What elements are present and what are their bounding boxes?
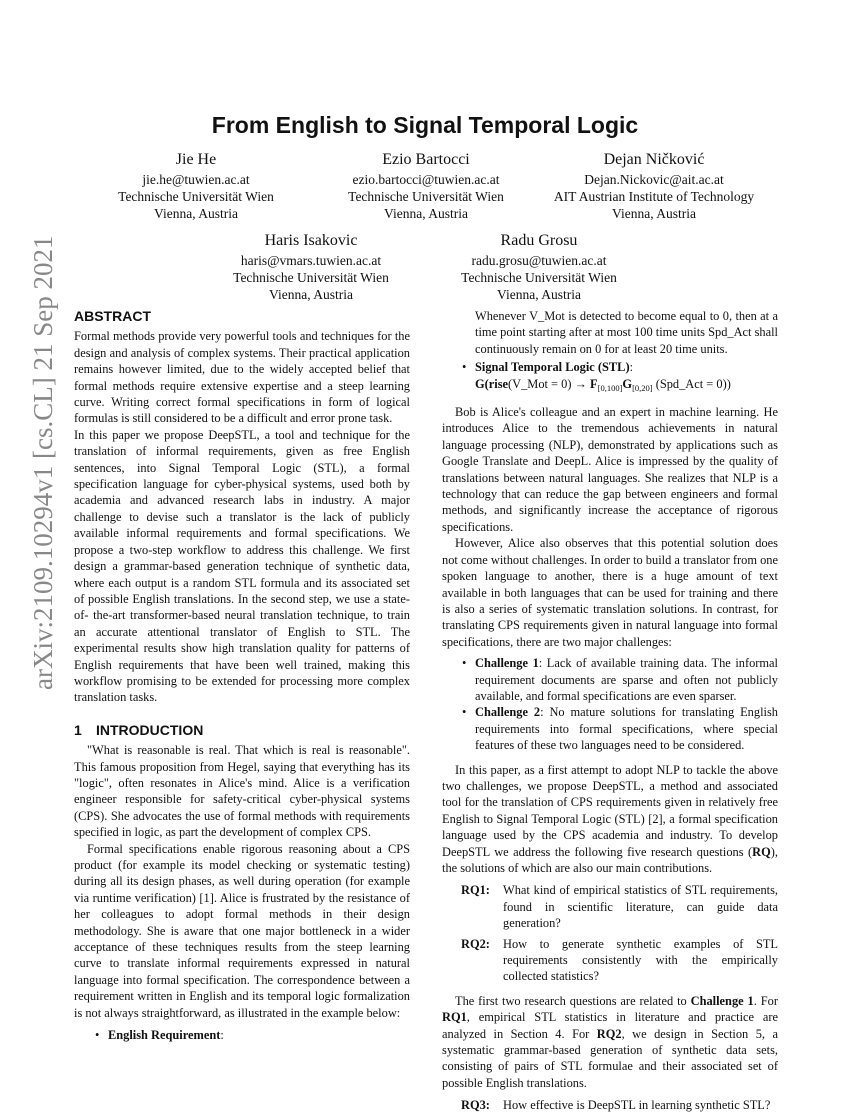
author-location: Vienna, Austria xyxy=(497,287,581,302)
abstract-heading: ABSTRACT xyxy=(74,308,151,324)
research-question-label: RQ2: xyxy=(461,936,490,951)
left-column xyxy=(74,308,410,1043)
bullet-icon: • xyxy=(462,705,467,720)
text-run: Challenge 1 xyxy=(690,993,754,1008)
list-item xyxy=(442,655,778,704)
bullet-icon: • xyxy=(462,656,467,671)
author-location: Vienna, Austria xyxy=(612,206,696,221)
author-email: Dejan.Nickovic@ait.ac.at xyxy=(584,172,724,187)
author-location: Vienna, Austria xyxy=(154,206,238,221)
abstract-paragraph: Formal methods provide very powerful tools and techniques for the design and analysis of complex systems. Their practical application remains however limited, due to the widely accepted belief that formal methods require extensive expertise and a steep learning curve. Writing correct formal specifications in form of logical formulas is still considered to be a difficult and error prone task. xyxy=(74,329,410,426)
abstract-paragraph: In this paper we propose DeepSTL, a tool and technique for the translation of informal requirements, given as free English sentences, into Signal Temporal Logic (STL), a formal specification language for cyber-physical systems, used both by academia and advanced research labs in industry. A major challenge to devise such a translator is the lack of publicly available informal requirements and formal specifications. We propose a two-step workflow to address this challenge. We first design a grammar-based generation technique of synthetic data, where each output is a random STL formula and its associated set of possible English translations. In the second step, we use a state-of- the-art transformer-based neural translation technique, to train an accurate attentional translator of English to STL. The experimental results show high translation quality for patterns of English requirements that have been well trained, making this workflow promising to be extended for processing more complex translation tasks. xyxy=(74,427,410,705)
challenge-list xyxy=(442,655,778,753)
text-run: . For xyxy=(753,993,778,1008)
author-name: Haris Isakovic xyxy=(264,232,358,249)
body-paragraph xyxy=(442,762,778,877)
author-affiliation: Technische Universität Wien xyxy=(461,270,617,285)
formula-subscript: [0,100] xyxy=(597,382,623,393)
bullet-icon: • xyxy=(95,1028,100,1043)
author-email: haris@vmars.tuwien.ac.at xyxy=(240,253,382,268)
body-paragraph: However, Alice also observes that this potential solution does not come without challenges. In order to build a translator from one spoken language to another, there is a huge amount of text available in both languages that can be used for training and there is also a series of systematic translation solutions. In contrast, for translating CPS requirements given in natural language into formal specifications, there are two major challenges: xyxy=(442,536,778,649)
list-item-label: Signal Temporal Logic (STL) xyxy=(475,360,630,375)
body-paragraph: Formal specifications enable rigorous reasoning about a CPS product (for example its model checking or systematic testing) during all its design phases, as well during operation (for example via runtime verification) [1]. Alice is frustrated by the resistance of her colleagues to adopt formal methods in their design methodology. She is aware that one major bottleneck in a wider acceptance of these techniques results from the steep learning curve to translate informal requirements expressed in natural language into formal specification. The correspondence between a requirement written in English and its temporal logic formalization is not always straightforward, as illustrated in the example below: xyxy=(74,841,410,1020)
author-block xyxy=(524,149,784,222)
author-affiliation: AIT Austrian Institute of Technology xyxy=(553,189,755,204)
arxiv-stamp-text: arXiv:2109.10294v1 [cs.CL] 21 Sep 2021 xyxy=(28,235,58,690)
formula-part: (V_Mot = 0) → xyxy=(508,376,591,391)
author-name: Ezio Bartocci xyxy=(382,151,470,168)
text-run: RQ2 xyxy=(596,1026,622,1041)
author-affiliation: Technische Universität Wien xyxy=(118,189,274,204)
research-question-label: RQ1: xyxy=(461,883,490,898)
list-item-suffix: : xyxy=(629,360,634,375)
text-run: ), the solutions of which are also our main contributions. xyxy=(442,844,778,875)
author-name: Dejan Ničković xyxy=(603,151,705,168)
research-question-text: What kind of empirical statistics of STL requirements, found in scientific literature, can guide data generation? xyxy=(503,883,778,931)
research-question xyxy=(442,936,778,985)
text-run: RQ1 xyxy=(442,1010,467,1025)
example-list xyxy=(442,359,778,375)
author-block xyxy=(409,230,669,303)
section-number: 1 xyxy=(74,721,82,738)
formula-part: rise xyxy=(488,376,509,391)
author-email: radu.grosu@tuwien.ac.at xyxy=(471,253,607,268)
list-item-label: English Requirement xyxy=(108,1028,221,1043)
bullet-icon: • xyxy=(462,360,467,375)
research-question-label: RQ3: xyxy=(461,1098,490,1113)
body-paragraph: Bob is Alice's colleague and an expert in machine learning. He introduces Alice to the tremendous achievements in natural language processing (NLP), demonstrated by applications such as Google Translate and DeepL. Alice is impressed by the quality of translations between natural languages. She realizes that NLP is a technology that can reduce the gap between engineers and formal methods, and significantly increase the acceptance of rigorous specifications. xyxy=(442,405,778,534)
stl-formula xyxy=(442,376,778,396)
paper-title: From English to Signal Temporal Logic xyxy=(211,112,639,138)
body-paragraph xyxy=(442,993,778,1091)
section-title: INTRODUCTION xyxy=(96,721,204,738)
list-item-label: Challenge 1 xyxy=(475,656,539,671)
text-run: , empirical STL statistics in literature and practice are analyzed in Section 4. For xyxy=(442,1010,778,1041)
author-location: Vienna, Austria xyxy=(269,287,353,302)
author-block xyxy=(296,149,556,222)
text-run: The first two research questions are related to xyxy=(455,993,691,1008)
research-question xyxy=(442,882,778,931)
list-item-text: : No mature solutions for translating English requirements into formal specifications, where special features of these two languages need to be considered. xyxy=(475,705,778,753)
list-item-label: Challenge 2 xyxy=(475,705,541,720)
research-question-text: How to generate synthetic examples of STL requirements consistently with the empirically collected statistics? xyxy=(503,936,778,984)
formula-subscript: [0,20] xyxy=(632,382,653,393)
list-item-text: : Lack of available training data. The informal requirement documents are sparse and often not publicly available, and formal specifications are even sparser. xyxy=(475,656,778,703)
list-item xyxy=(442,359,778,375)
example-list xyxy=(74,1027,410,1043)
requirement-text: Whenever V_Mot is detected to become equal to 0, then at a time point starting after at most 100 time units Spd_Act shall continuously remain on 0 for at least 20 time units. xyxy=(475,309,778,356)
formula-part: G( xyxy=(475,376,489,391)
author-affiliation: Technische Universität Wien xyxy=(233,270,389,285)
list-item xyxy=(442,704,778,753)
author-affiliation: Technische Universität Wien xyxy=(348,189,504,204)
formula-part: (Spd_Act = 0)) xyxy=(652,376,731,391)
research-question-text: How effective is DeepSTL in learning synthetic STL? xyxy=(503,1098,771,1113)
text-run: In this paper, as a first attempt to adopt NLP to tackle the above two challenges, we propose DeepSTL, a method and associated tool for the translation of CPS requirements given in relatively free English to Signal Temporal Logic (STL) [2], a formal specification language used by the CPS academia and industry. To develop DeepSTL we address the following five research questions ( xyxy=(442,762,778,859)
list-item xyxy=(74,1027,410,1043)
author-block xyxy=(181,230,441,303)
section-heading xyxy=(74,722,410,738)
author-location: Vienna, Austria xyxy=(384,206,468,221)
author-name: Radu Grosu xyxy=(500,232,578,249)
author-email: ezio.bartocci@tuwien.ac.at xyxy=(352,172,500,187)
text-run: , we design in Section 5, a systematic grammar-based generation of synthetic data sets, consisting of pairs of STL formulae and their associated set of possible English translations. xyxy=(442,1026,778,1090)
author-name: Jie He xyxy=(175,151,217,168)
body-paragraph: "What is reasonable is real. That which is real is reasonable". This famous proposition from Hegel, saying that everything has its "logic", often resonates in Alice's mind. Alice is a verification engineer responsible for safety-critical cyber-physical systems (CPS). She advocates the use of formal methods with requirements specified in logic, as part the development of complex CPS. xyxy=(74,743,410,840)
list-item-suffix: : xyxy=(220,1028,224,1043)
text-run: RQ xyxy=(752,844,771,859)
formula-part: G xyxy=(622,376,633,391)
author-block xyxy=(66,149,326,222)
right-column xyxy=(442,308,778,1118)
formula-part: F xyxy=(590,376,598,391)
author-email: jie.he@tuwien.ac.at xyxy=(142,172,250,187)
